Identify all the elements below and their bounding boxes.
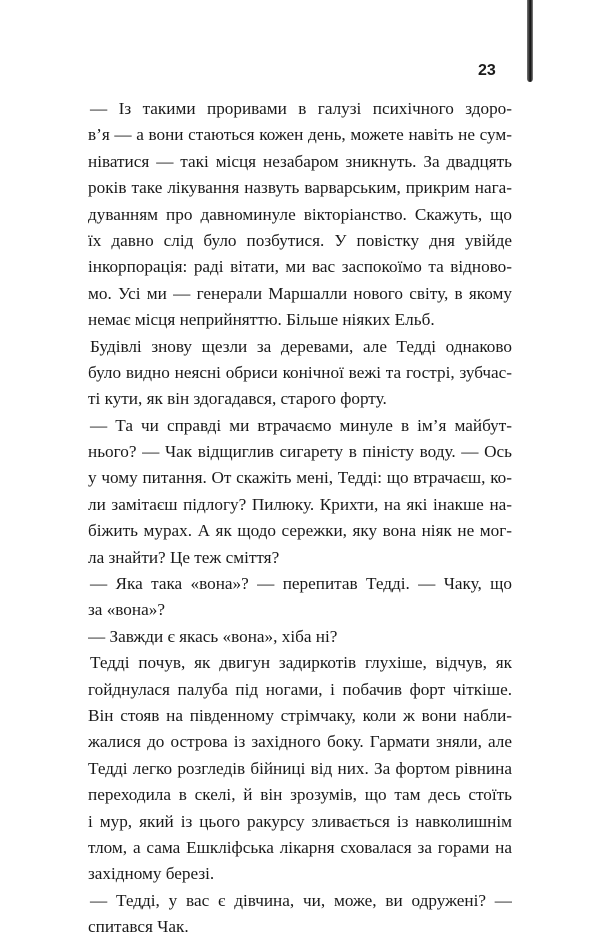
text-line: гойднулася палуба під ногами, і побачив форт чіткіше. xyxy=(88,679,512,699)
text-line: спитався Чак. xyxy=(88,917,189,937)
text-line: — Яка така «вона»? — перепитав Тедді. — Чаку, що xyxy=(90,574,512,594)
text-line: немає місця неприйняттю. Більше ніяких Ельб. xyxy=(88,310,435,330)
text-line: біжить мурах. А як щодо сережки, яку вона ніяк не мог- xyxy=(88,521,512,541)
text-line: їх давно слід було позбутися. У повістку дня увійде xyxy=(88,230,512,250)
text-line: — Із такими проривами в галузі психічного здоро- xyxy=(90,99,512,118)
text-line: за «вона»? xyxy=(88,600,165,620)
text-line: Тедді легко розгледів бійниці від них. За фортом рівнина xyxy=(88,758,512,778)
text-line: західному березі. xyxy=(88,864,215,884)
text-line: у чому питання. От скажіть мені, Тедді: що втрачаєш, ко- xyxy=(88,468,512,488)
text-line: Будівлі знову щезли за деревами, але Тедді однаково xyxy=(90,336,512,356)
text-line: мо. Усі ми — генерали Маршалли нового світу, в якому xyxy=(88,283,512,303)
text-line: — Завжди є якась «вона», хіба ні? xyxy=(88,626,338,646)
page-edge-mark xyxy=(527,0,533,82)
text-line: ті кути, як він здогадався, старого форту. xyxy=(88,389,387,409)
text-line: ніватися — такі місця незабаром зникнуть. За двадцять xyxy=(88,151,512,171)
text-line: і мур, який із цього ракурсу зливається із навколишнім xyxy=(88,811,512,831)
page-number: 23 xyxy=(478,62,496,79)
text-line: років таке лікування назвуть варварським, прикрим нага- xyxy=(88,178,512,198)
text-line: в’я — а вони стаються кожен день, можете навіть не сум- xyxy=(88,125,512,145)
text-line: дуванням про давноминуле вікторіанство. Скажуть, що xyxy=(88,204,512,224)
text-line: ла знайти? Це теж сміття? xyxy=(88,547,280,567)
body-text xyxy=(88,96,512,941)
text-line: інкорпорація: раді вітати, ми вас заспокоїмо та відново- xyxy=(88,257,512,277)
text-line: жалися до острова із західного боку. Гармати зняли, але xyxy=(88,732,512,752)
text-line: — Та чи справді ми втрачаємо минуле в ім’я майбут- xyxy=(90,415,512,435)
text-line: ли замітаєш підлогу? Пилюку. Крихти, на які інакше на- xyxy=(88,494,512,514)
text-line: було видно неясні обриси конічної вежі та гострі, зубчас- xyxy=(88,362,512,382)
text-line: нього? — Чак відщиглив сигарету в піністу воду. — Ось xyxy=(88,442,512,462)
text-line: Тедді почув, як двигун задиркотів глухіше, відчув, як xyxy=(90,653,512,673)
text-line: переходила в скелі, й він зрозумів, що там десь стоїть xyxy=(88,785,512,805)
text-line: тлом, а сама Ешкліфська лікарня сховалася за горами на xyxy=(88,837,512,857)
text-line: Він стояв на південному стрімчаку, коли ж вони набли- xyxy=(88,705,512,725)
text-line: — Тедді, у вас є дівчина, чи, може, ви одружені? — xyxy=(90,890,512,910)
